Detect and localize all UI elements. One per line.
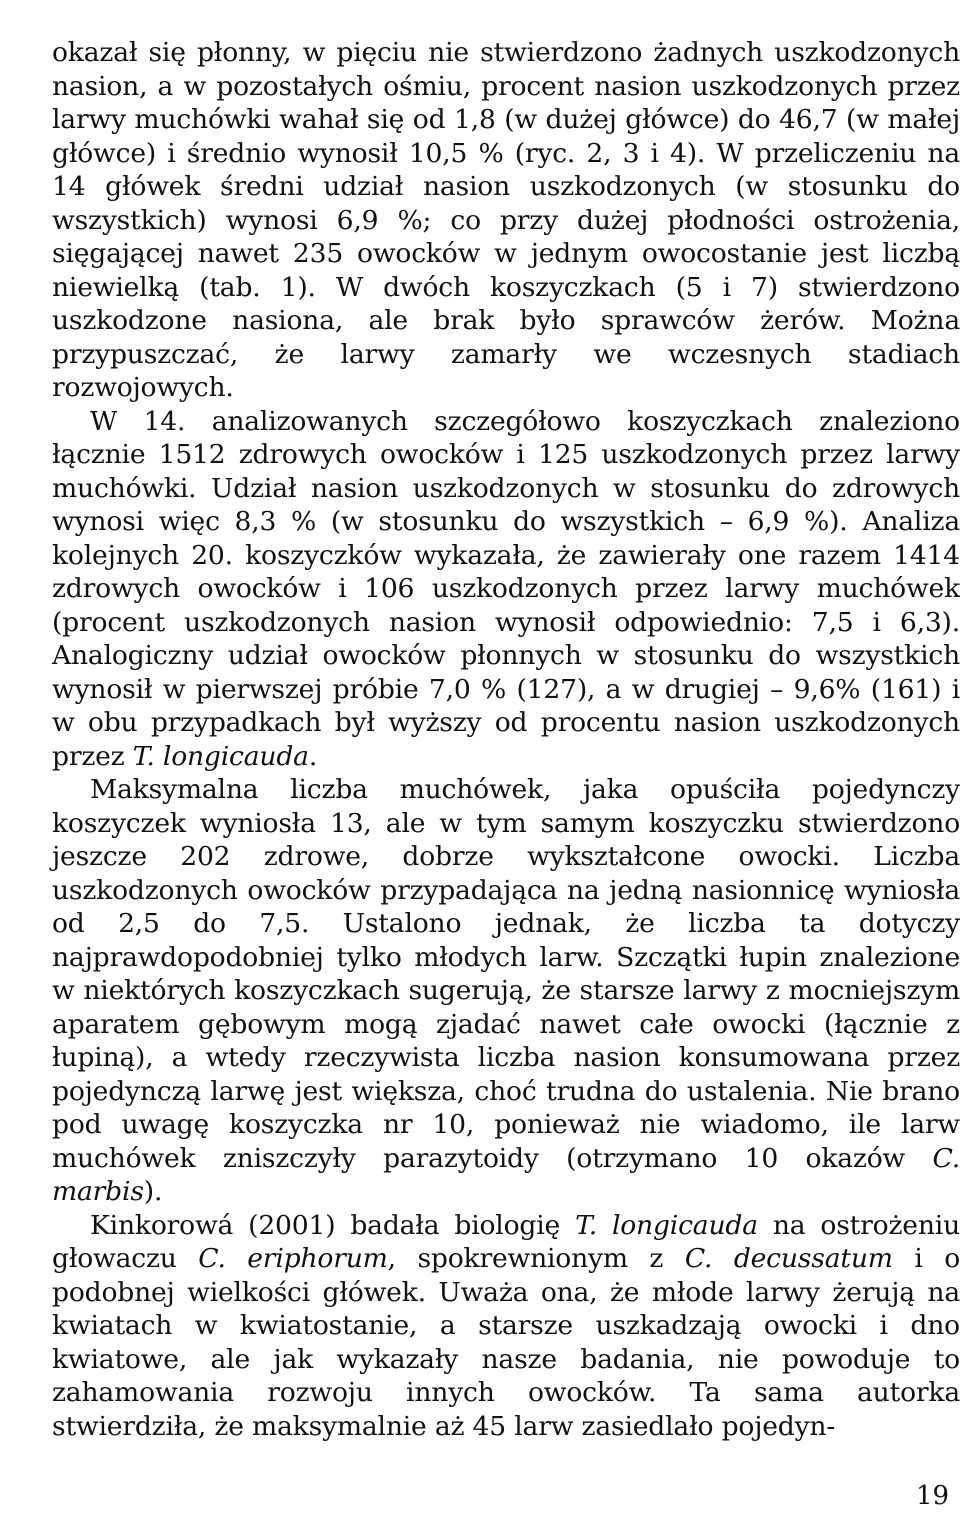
text-run: W 14. analizowanych szczegółowo koszyczkach znaleziono łącznie 1512 zdrowych owocków i 125 uszkodzonych przez larwy muchówki. Udział nasion uszkodzonych w stosunku do zdrowych wynosi więc 8,3 % (w stosunku do wszystkich – 6,9 %). Analiza kolejnych 20. koszyczków wykazała, że zawierały one razem 1414 zdrowych owocków i 106 uszkodzonych przez larwy muchówek (procent uszkodzonych nasion wynosił odpowiednio: 7,5 i 6,3). Analogiczny udział owocków płonnych w stosunku do wszystkich wynosił w pierwszej próbie 7,0 % (127), a w drugiej – 9,6% (161) i w obu przypadkach był wyższy od procentu nasion uszkodzonych przez bbox=[52, 405, 960, 772]
text-run: okazał się płonny, w pięciu nie stwierdzono żadnych uszkodzonych nasion, a w pozostałych ośmiu, procent nasion uszkodzonych przez larwy muchówki wahał się od 1,8 (w dużej główce) do 46,7 (w małej główce) i średnio wynosił 10,5 % (ryc. 2, 3 i 4). W przeliczeniu na 14 główek średni udział nasion uszkodzonych (w stosunku do wszystkich) wynosi 6,9 %; co przy dużej płodności ostrożenia, sięgającej nawet 235 owocków w jednym owocostanie jest liczbą niewielką (tab. 1). W dwóch koszyczkach (5 i 7) stwierdzono uszkodzone nasiona, ale brak było sprawców żerów. Można przypuszczać, że larwy zamarły we wczesnych stadiach rozwojowych. bbox=[52, 37, 960, 403]
species-name: T. longicauda bbox=[575, 1209, 758, 1241]
text-run: ). bbox=[143, 1176, 163, 1207]
page-number: 19 bbox=[916, 1481, 950, 1511]
paragraph bbox=[52, 1209, 960, 1444]
text-run: i o podobnej wielkości główek. Uważa ona, że młode larwy żerują na kwiatach w kwiatostanie, a starsze uszkadzają owocki i dno kwiatowe, ale jak wykazały nasze badania, nie powoduje to zahamowania rozwoju innych owocków. Ta sama autorka stwierdziła, że maksymalnie aż 45 larw zasiedlało pojedyn- bbox=[52, 1243, 960, 1442]
paragraph bbox=[52, 773, 960, 1209]
document-body bbox=[52, 36, 960, 1443]
text-run: Kinkorowá (2001) badała biologię bbox=[90, 1209, 576, 1241]
species-name: C. decussatum bbox=[684, 1243, 893, 1274]
paragraph bbox=[52, 36, 960, 405]
species-name: C. marbis bbox=[52, 1142, 960, 1207]
species-name: T. longicauda bbox=[132, 740, 309, 772]
text-run: , spokrewnionym z bbox=[387, 1243, 685, 1274]
paragraph bbox=[52, 405, 960, 774]
text-run: na ostrożeniu głowaczu bbox=[52, 1209, 960, 1274]
text-run: . bbox=[308, 740, 318, 772]
species-name: C. eriphorum bbox=[198, 1243, 388, 1274]
text-run: Maksymalna liczba muchówek, jaka opuściła pojedynczy koszyczek wyniosła 13, ale w tym samym koszyczku stwierdzono jeszcze 202 zdrowe, dobrze wykształcone owocki. Liczba uszkodzonych owocków przypadająca na jedną nasionnicę wyniosła od 2,5 do 7,5. Ustalono jednak, że liczba ta dotyczy najprawdopodobniej tylko młodych larw. Szczątki łupin znalezione w niektórych koszyczkach sugerują, że starsze larwy z mocniejszym aparatem gębowym mogą zjadać nawet całe owocki (łącznie z łupiną), a wtedy rzeczywista liczba nasion konsumowana przez pojedynczą larwę jest większa, choć trudna do ustalenia. Nie brano pod uwagę koszyczka nr 10, ponieważ nie wiadomo, ile larw muchówek zniszczyły parazytoidy (otrzymano 10 okazów bbox=[52, 774, 960, 1174]
